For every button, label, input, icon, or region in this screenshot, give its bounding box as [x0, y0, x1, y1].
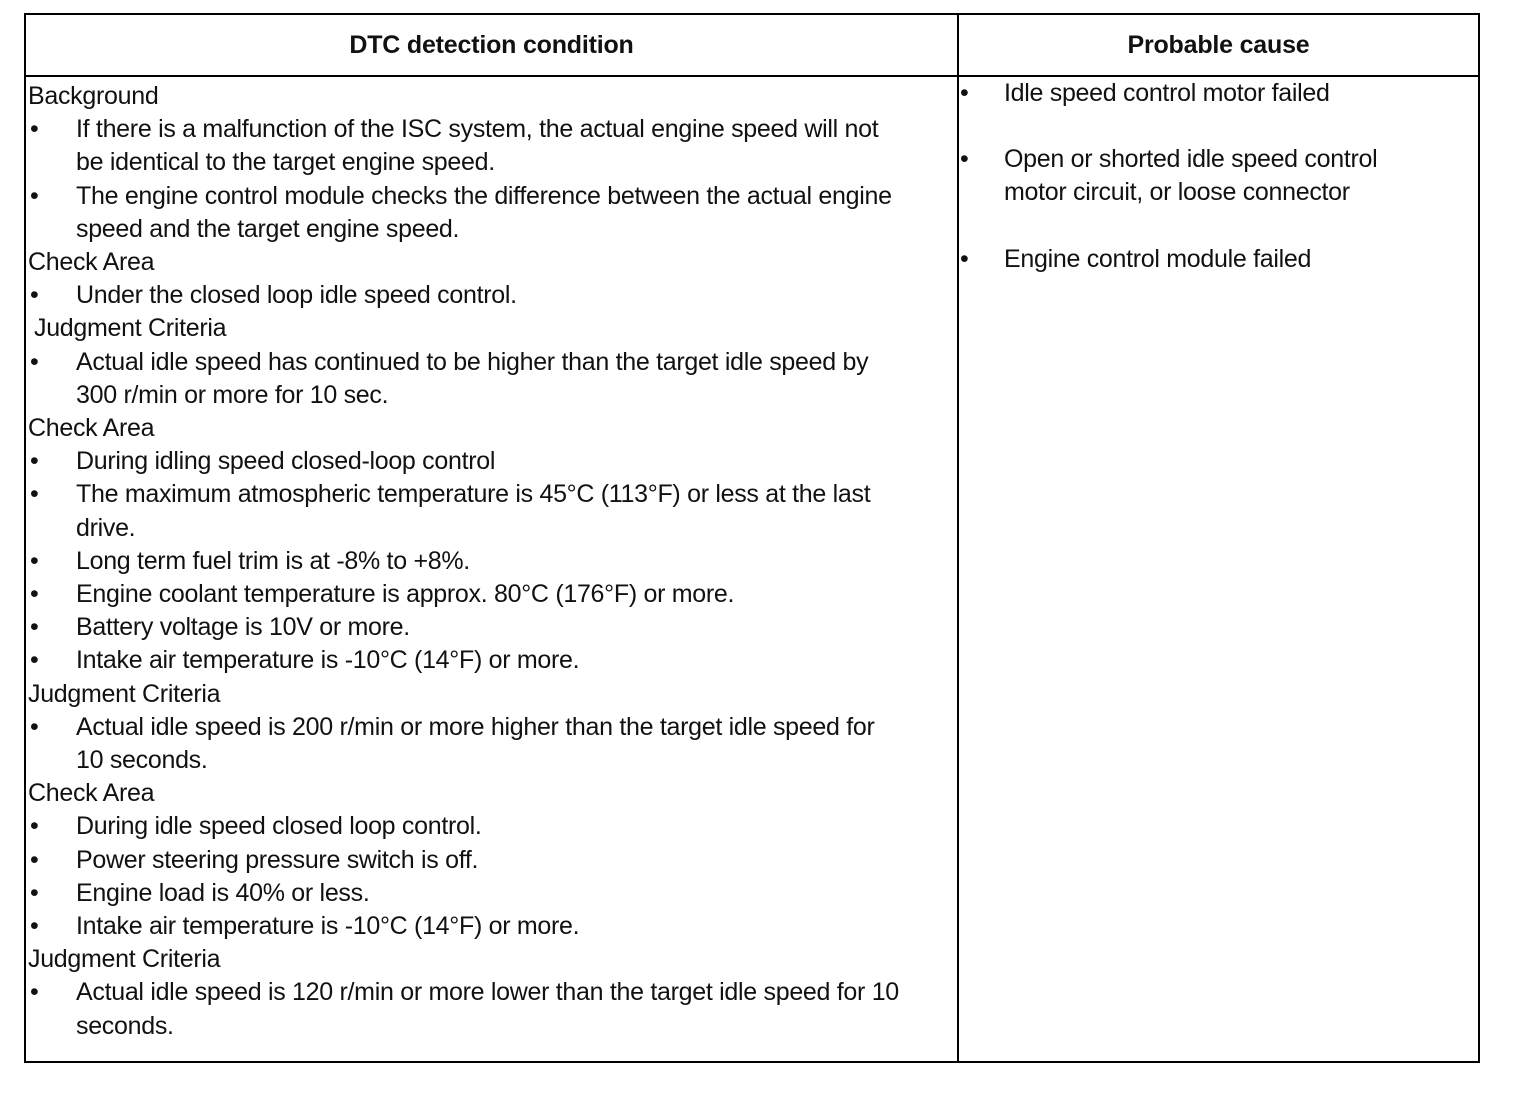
section-judgment-criteria — [28, 678, 908, 778]
section-title: Judgment Criteria — [28, 945, 221, 974]
section-title: Check Area — [28, 779, 155, 808]
condition-item: • Engine coolant temperature is approx. 80°C (176°F) or more. — [28, 578, 908, 611]
condition-item: • Power steering pressure switch is off. — [28, 844, 908, 877]
condition-item: • Actual idle speed is 200 r/min or more higher than the target idle speed for 10 seconds. — [28, 711, 908, 777]
condition-item: • Under the closed loop idle speed control. — [28, 279, 908, 312]
condition-item: • If there is a malfunction of the ISC system, the actual engine speed will not be identical to the target engine speed. — [28, 113, 908, 179]
condition-item: • The maximum atmospheric temperature is 45°C (113°F) or less at the last drive. — [28, 478, 908, 544]
condition-item: • Actual idle speed is 120 r/min or more lower than the target idle speed for 10 seconds. — [28, 976, 908, 1042]
header-probable-cause: Probable cause — [1127, 30, 1310, 59]
condition-item: • During idling speed closed-loop control — [28, 445, 908, 478]
cause-item: • Idle speed control motor failed — [960, 77, 1440, 110]
condition-item: • Actual idle speed has continued to be higher than the target idle speed by 300 r/min or more for 10 sec. — [28, 346, 908, 412]
section-title: Background — [28, 82, 159, 110]
cause-item: • Engine control module failed — [960, 243, 1440, 276]
section-title: Judgment Criteria — [28, 679, 221, 708]
section-background — [28, 80, 908, 246]
condition-item: • During idle speed closed loop control. — [28, 810, 908, 843]
section-judgment-criteria — [28, 943, 908, 1043]
probable-cause-cell — [960, 77, 1440, 309]
condition-item: • Engine load is 40% or less. — [28, 877, 908, 910]
section-title: Check Area — [28, 248, 155, 277]
condition-item: • Intake air temperature is -10°C (14°F) or more. — [28, 644, 908, 677]
section-check-area — [28, 246, 908, 312]
column-divider — [957, 15, 959, 1061]
section-title: Check Area — [28, 414, 155, 443]
cause-item: • Open or shorted idle speed control motor circuit, or loose connector — [960, 143, 1440, 209]
header-detection-condition: DTC detection condition — [349, 30, 634, 59]
condition-item: • Long term fuel trim is at -8% to +8%. — [28, 545, 908, 578]
condition-item: • Battery voltage is 10V or more. — [28, 611, 908, 644]
section-judgment-criteria — [28, 312, 908, 412]
section-check-area — [28, 412, 908, 678]
detection-condition-cell — [28, 80, 908, 1043]
condition-item: • The engine control module checks the difference between the actual engine speed and the target engine speed. — [28, 180, 908, 246]
section-title: Judgment Criteria — [34, 314, 227, 343]
condition-item: • Intake air temperature is -10°C (14°F) or more. — [28, 910, 908, 943]
section-check-area — [28, 777, 908, 943]
